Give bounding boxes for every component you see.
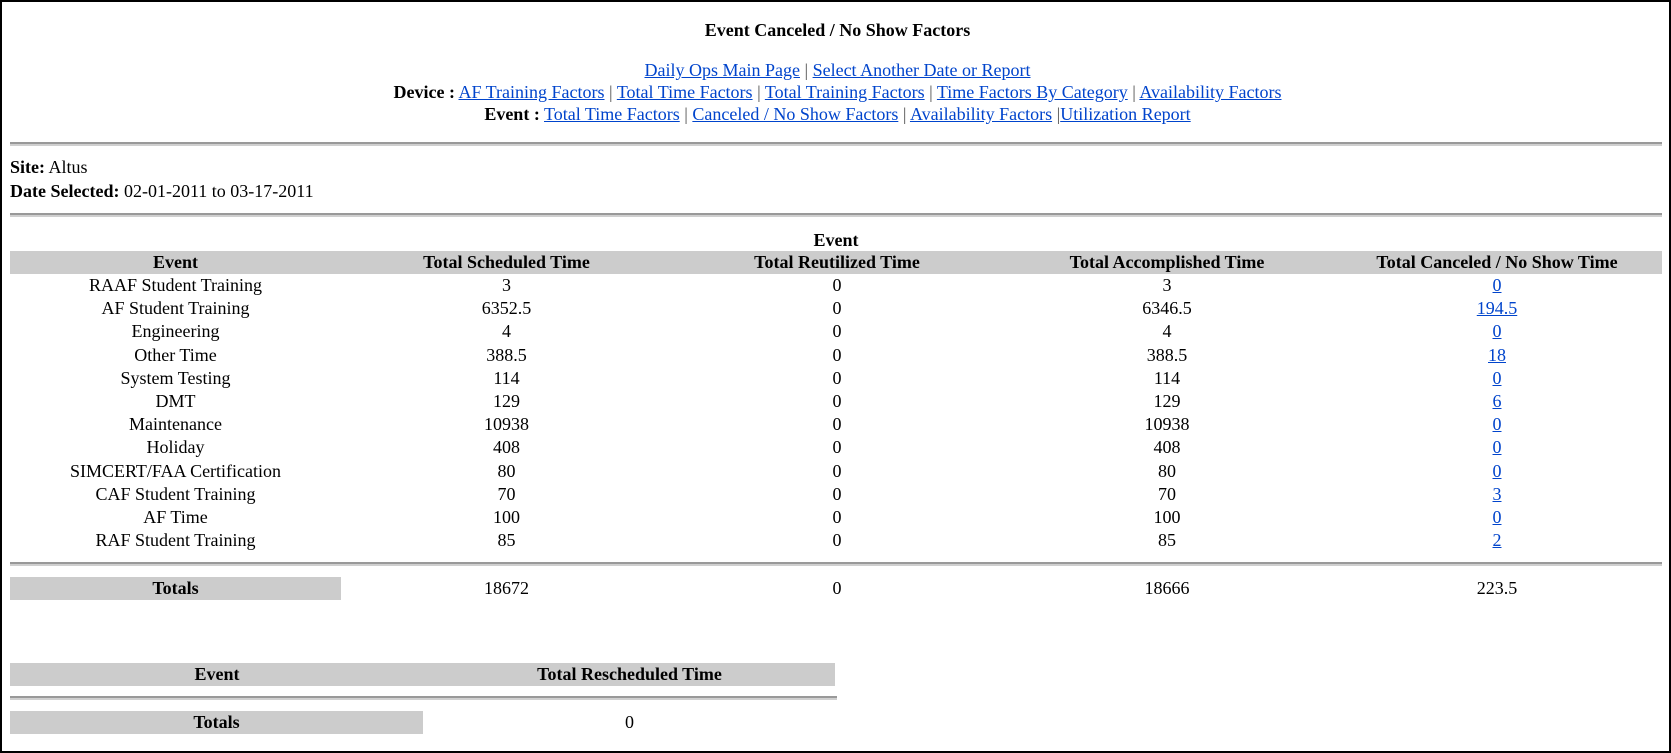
date-selected-label: Date Selected: (10, 181, 120, 201)
header-col-total-reutilized: Total Reutilized Time (754, 252, 920, 272)
col-total-scheduled-cell: 3 (502, 275, 511, 295)
divider (10, 696, 837, 700)
rescheduled-col-total: Total Rescheduled Time (537, 664, 722, 684)
date-selected-value: 02-01-2011 to 03-17-2011 (123, 181, 314, 201)
header-col-event: Event (153, 252, 198, 272)
site-info (10, 155, 314, 203)
canceled-time-link[interactable]: 0 (1492, 367, 1502, 388)
col-total-reutilized-cell: 0 (832, 507, 842, 527)
col-total-reutilized-cell: 0 (832, 414, 842, 435)
nav-device: Device : AF Training Factors | Total Time Factors | Total Training Factors | Time Factors By Category | Availability Factors (393, 82, 1282, 102)
col-total-scheduled-cell: 388.5 (486, 344, 527, 365)
event-utilization-report-link[interactable]: Utilization Report (1060, 104, 1191, 124)
event-availability-factors-link[interactable]: Availability Factors (909, 104, 1053, 124)
col-total-accomplished-cell: 70 (1158, 483, 1176, 504)
device-af-training-factors-link[interactable]: AF Training Factors (458, 82, 605, 102)
col-total-accomplished-cell: 100 (1153, 507, 1181, 527)
col-event-cell: AF Student Training (101, 298, 250, 319)
col-total-reutilized-cell: 0 (832, 437, 842, 458)
page-title: Event Canceled / No Show Factors (704, 20, 971, 40)
canceled-time-link[interactable]: 194.5 (1476, 298, 1518, 319)
col-event-cell: RAAF Student Training (88, 275, 263, 295)
table-group-header: Event (813, 230, 859, 250)
device-total-training-factors-link[interactable]: Total Training Factors (764, 82, 925, 102)
divider (10, 142, 1662, 146)
canceled-time-link[interactable]: 2 (1492, 530, 1502, 551)
totals-col-total-scheduled: 18672 (484, 578, 529, 598)
device-availability-factors-link[interactable]: Availability Factors (1139, 82, 1282, 102)
col-total-scheduled-cell: 6352.5 (481, 298, 532, 319)
col-total-reutilized-cell: 0 (832, 321, 842, 342)
col-event-cell: Holiday (146, 437, 205, 458)
rescheduled-totals-label: Totals (193, 712, 240, 732)
col-total-accomplished-cell: 85 (1158, 530, 1176, 551)
col-event-cell: DMT (155, 391, 196, 411)
col-total-accomplished-cell: 3 (1162, 275, 1172, 295)
col-total-accomplished-cell: 408 (1153, 437, 1181, 458)
col-total-reutilized-cell: 0 (832, 344, 842, 365)
canceled-time-link[interactable]: 0 (1492, 437, 1502, 458)
col-total-scheduled-cell: 80 (497, 460, 516, 481)
col-event-cell: RAF Student Training (95, 530, 256, 551)
col-event-cell: SIMCERT/FAA Certification (69, 460, 282, 481)
canceled-time-link[interactable]: 0 (1492, 321, 1502, 342)
col-total-reutilized-cell: 0 (832, 483, 842, 504)
col-total-scheduled-cell: 10938 (484, 414, 529, 435)
col-total-scheduled-cell: 114 (493, 367, 520, 388)
device-total-time-factors-link[interactable]: Total Time Factors (616, 82, 753, 102)
col-total-accomplished-cell: 4 (1162, 321, 1172, 342)
site-label: Site: (10, 157, 45, 177)
canceled-time-link[interactable]: 0 (1492, 507, 1502, 527)
nav-event: Event : Total Time Factors | Canceled / No Show Factors | Availability Factors |Utilization Report (484, 104, 1191, 124)
col-event-cell: Other Time (134, 344, 217, 365)
col-total-reutilized-cell: 0 (832, 275, 842, 295)
header-col-total-accomplished: Total Accomplished Time (1069, 252, 1265, 272)
device-time-factors-by-category-link[interactable]: Time Factors By Category (936, 82, 1128, 102)
totals-col-total-reutilized: 0 (832, 578, 842, 598)
col-event-cell: AF Time (143, 507, 208, 527)
totals-label: Totals (152, 578, 199, 598)
col-total-reutilized-cell: 0 (832, 391, 842, 411)
col-total-reutilized-cell: 0 (832, 367, 842, 388)
canceled-time-link[interactable]: 3 (1492, 483, 1502, 504)
col-total-reutilized-cell: 0 (832, 530, 842, 551)
event-total-time-factors-link[interactable]: Total Time Factors (544, 104, 680, 124)
canceled-time-link[interactable]: 0 (1492, 414, 1502, 435)
daily-ops-main-page-link[interactable]: Daily Ops Main Page (644, 60, 800, 80)
col-total-reutilized-cell: 0 (832, 460, 842, 481)
canceled-time-link[interactable]: 0 (1492, 275, 1502, 295)
canceled-time-link[interactable]: 18 (1488, 344, 1506, 365)
col-total-accomplished-cell: 80 (1158, 460, 1176, 481)
totals-col-total-accomplished: 18666 (1144, 578, 1190, 598)
col-total-scheduled-cell: 85 (497, 530, 516, 551)
col-total-scheduled-cell: 129 (493, 391, 520, 411)
divider (10, 213, 1662, 217)
device-label: Device : (393, 82, 455, 102)
rescheduled-col-event: Event (194, 664, 240, 684)
event-label: Event : (484, 104, 540, 124)
col-total-reutilized-cell: 0 (832, 298, 842, 319)
rescheduled-totals-value: 0 (625, 712, 634, 732)
col-total-accomplished-cell: 129 (1153, 391, 1181, 411)
col-event-cell: Engineering (131, 321, 220, 342)
nav-top: Daily Ops Main Page | Select Another Date or Report (644, 60, 1031, 80)
col-event-cell: Maintenance (129, 414, 222, 435)
col-total-scheduled-cell: 408 (493, 437, 520, 458)
event-canceled-no-show-factors-link[interactable]: Canceled / No Show Factors (692, 104, 899, 124)
col-event-cell: CAF Student Training (95, 483, 256, 504)
col-total-scheduled-cell: 4 (502, 321, 511, 342)
site-value: Altus (48, 157, 88, 177)
header-col-total-scheduled: Total Scheduled Time (423, 252, 590, 272)
canceled-time-link[interactable]: 0 (1492, 460, 1502, 481)
header-col-total-canceled: Total Canceled / No Show Time (1376, 252, 1618, 272)
col-total-scheduled-cell: 100 (493, 507, 520, 527)
select-another-date-link[interactable]: Select Another Date or Report (812, 60, 1031, 80)
totals-col-total-canceled: 223.5 (1476, 578, 1518, 598)
col-total-accomplished-cell: 388.5 (1146, 344, 1188, 365)
col-total-accomplished-cell: 10938 (1144, 414, 1190, 435)
col-total-accomplished-cell: 114 (1153, 367, 1181, 388)
col-total-accomplished-cell: 6346.5 (1142, 298, 1192, 319)
col-event-cell: System Testing (120, 367, 231, 388)
divider (10, 562, 1662, 566)
col-total-scheduled-cell: 70 (497, 483, 516, 504)
canceled-time-link[interactable]: 6 (1492, 391, 1502, 411)
